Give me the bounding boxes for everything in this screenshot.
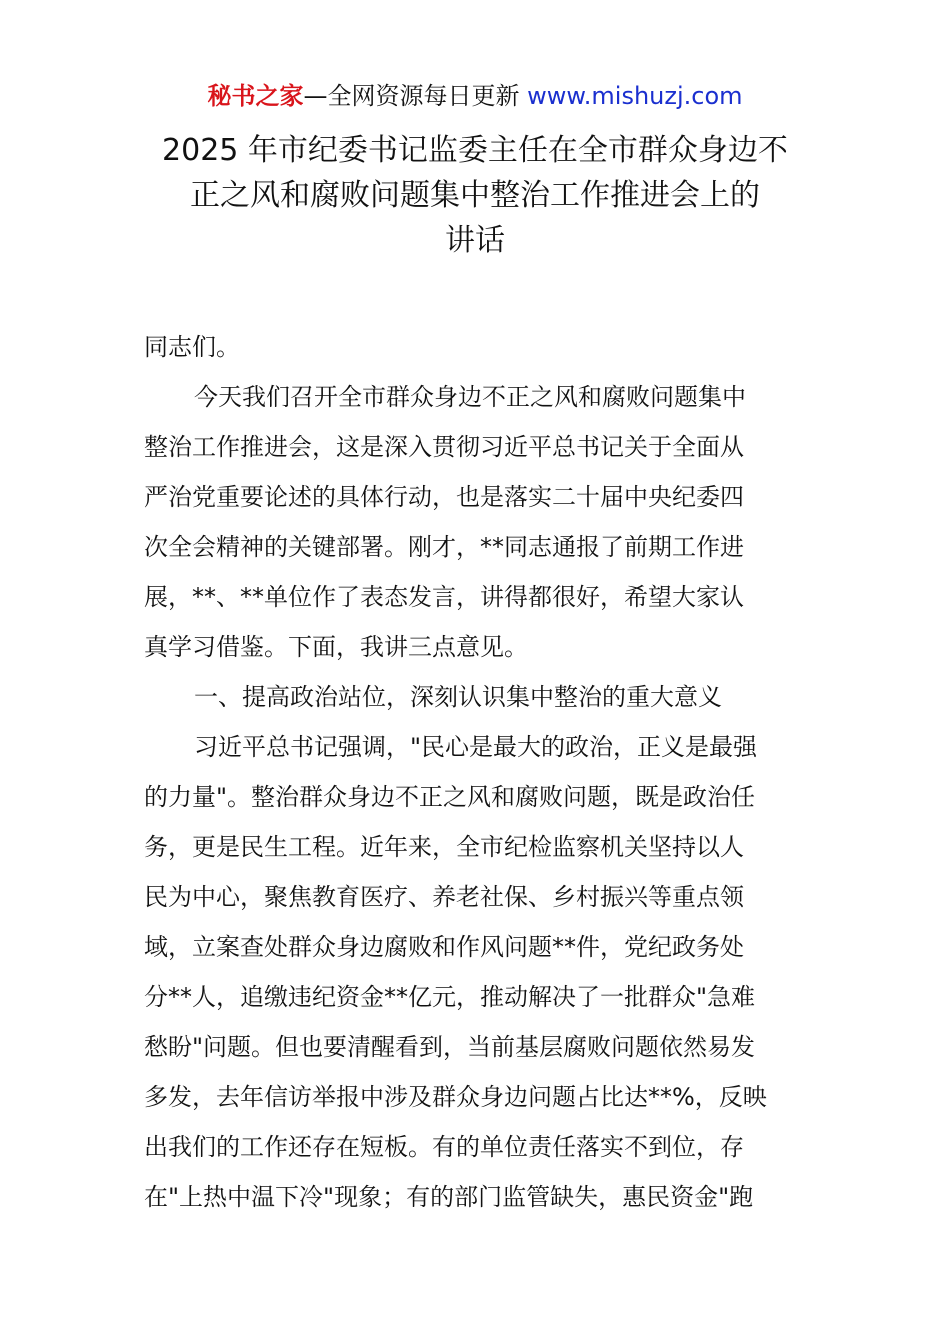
- site-brand: 秘书之家: [207, 82, 304, 110]
- body-line: 出我们的工作还存在短板。有的单位责任落实不到位，存: [144, 1133, 744, 1161]
- body-line: 习近平总书记强调，"民心是最大的政治，正义是最强: [194, 733, 758, 761]
- site-url-link[interactable]: www.mishuzj.com: [527, 82, 743, 110]
- body-line: 民为中心，聚焦教育医疗、养老社保、乡村振兴等重点领: [144, 883, 744, 911]
- site-header: [0, 80, 950, 112]
- document-body: [144, 322, 808, 1222]
- title-line: 正之风和腐败问题集中整治工作推进会上的: [190, 178, 760, 213]
- body-line: 次全会精神的关键部署。刚才，**同志通报了前期工作进: [144, 533, 744, 561]
- body-line: 域，立案查处群众身边腐败和作风问题**件，党纪政务处: [144, 933, 744, 961]
- section-heading: 一、提高政治站位，深刻认识集中整治的重大意义: [194, 683, 722, 711]
- body-line: 展，**、**单位作了表态发言，讲得都很好，希望大家认: [144, 583, 744, 611]
- document-title: [140, 128, 810, 263]
- salutation: 同志们。: [144, 333, 240, 361]
- body-line: 务，更是民生工程。近年来，全市纪检监察机关坚持以人: [144, 833, 744, 861]
- body-line: 严治党重要论述的具体行动，也是落实二十届中央纪委四: [144, 483, 744, 511]
- body-line: 的力量"。整治群众身边不正之风和腐败问题，既是政治任: [144, 783, 756, 811]
- body-line: 愁盼"问题。但也要清醒看到，当前基层腐败问题依然易发: [144, 1033, 756, 1061]
- title-line: 2025 年市纪委书记监委主任在全市群众身边不: [162, 133, 788, 168]
- body-line: 多发，去年信访举报中涉及群众身边问题占比达**%，反映: [144, 1083, 767, 1111]
- body-line: 分**人，追缴违纪资金**亿元，推动解决了一批群众"急难: [144, 983, 756, 1011]
- body-line: 今天我们召开全市群众身边不正之风和腐败问题集中: [194, 383, 746, 411]
- site-tagline: —全网资源每日更新: [303, 82, 520, 110]
- body-line: 整治工作推进会，这是深入贯彻习近平总书记关于全面从: [144, 433, 744, 461]
- body-line: 真学习借鉴。下面，我讲三点意见。: [144, 633, 528, 661]
- body-line: 在"上热中温下冷"现象；有的部门监管缺失，惠民资金"跑: [144, 1183, 754, 1211]
- title-line: 讲话: [445, 223, 505, 258]
